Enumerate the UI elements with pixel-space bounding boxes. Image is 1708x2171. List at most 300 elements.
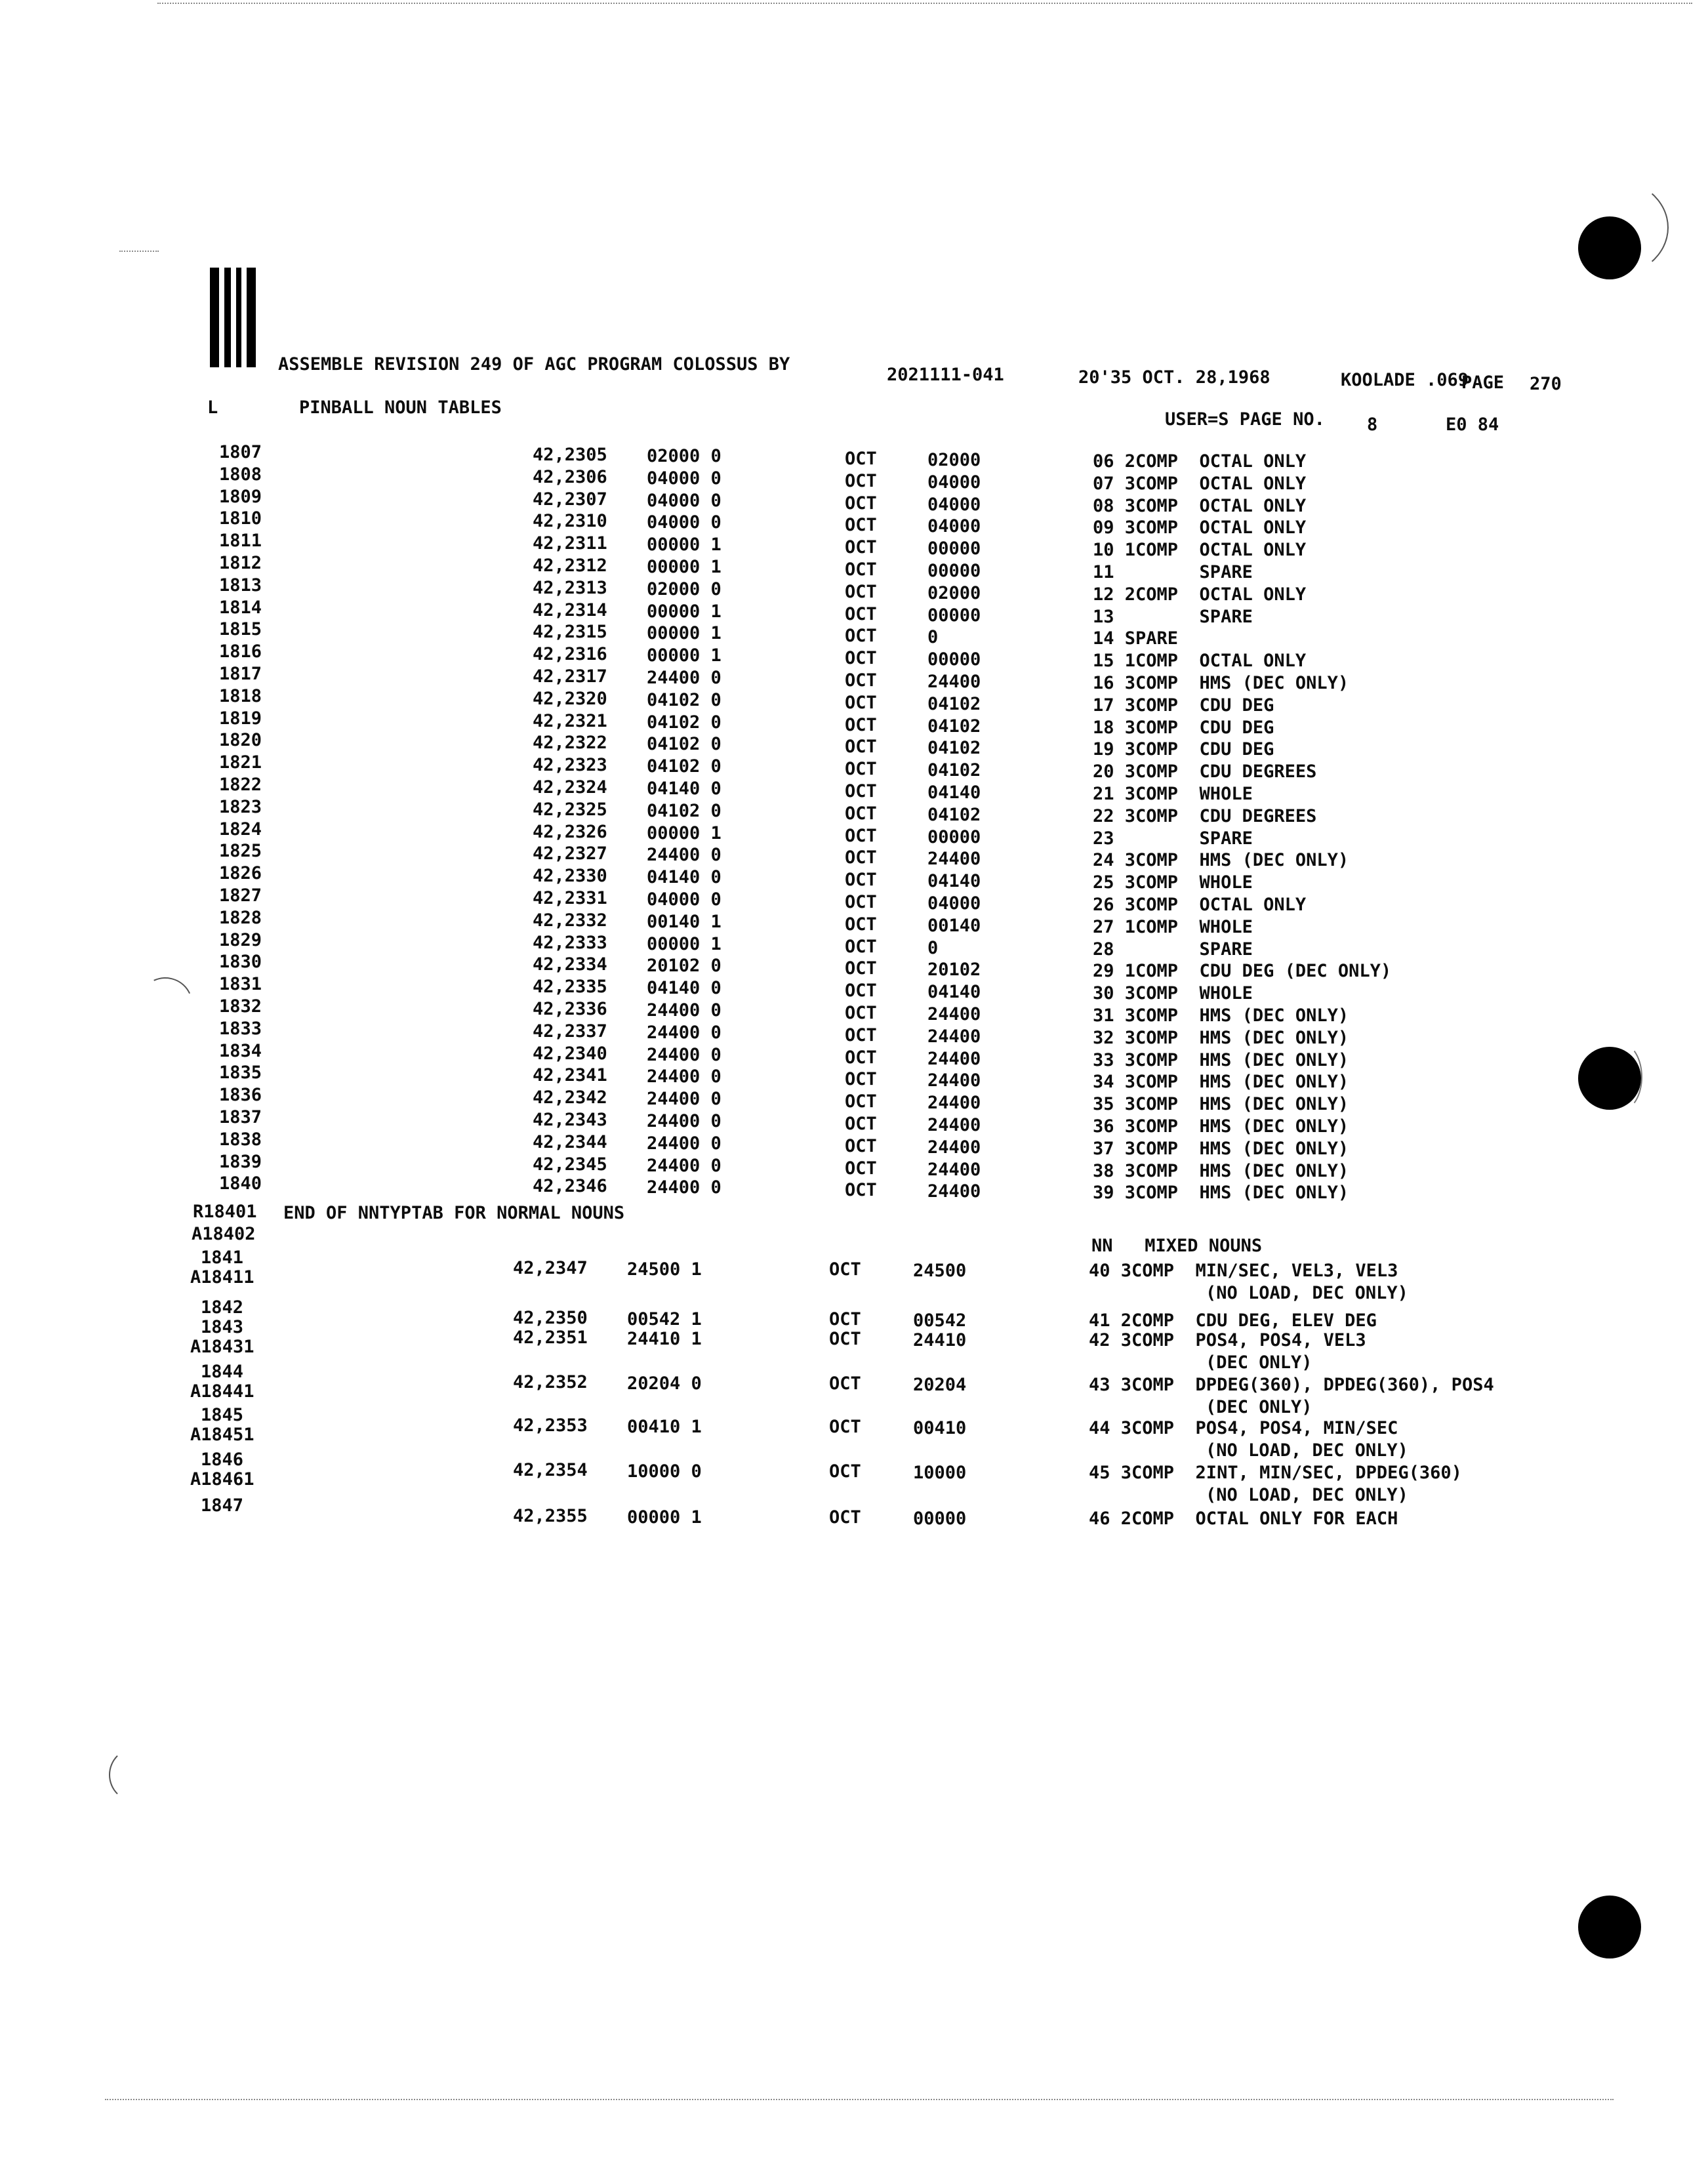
octal-word: 00000 1 xyxy=(647,623,722,644)
octal-word: 04102 0 xyxy=(647,712,722,733)
octal-value: 04000 xyxy=(927,893,981,914)
noun-comment: 22 3COMP CDU DEGREES xyxy=(1093,805,1317,826)
assemble-title: ASSEMBLE REVISION 249 OF AGC PROGRAM COLOSSUS BY xyxy=(278,354,790,375)
octal-value: 00000 xyxy=(927,538,981,559)
octal-word: 00000 1 xyxy=(647,557,722,577)
address: 42,2343 xyxy=(533,1110,607,1130)
address: 42,2351 xyxy=(513,1328,588,1348)
address: 42,2314 xyxy=(533,599,607,620)
binder-hole-bottom xyxy=(1578,1896,1641,1958)
line-number: 1837 xyxy=(219,1107,262,1127)
line-number: 1835 xyxy=(219,1063,262,1084)
opcode: OCT xyxy=(845,449,877,469)
octal-word: 24400 0 xyxy=(647,1155,722,1176)
opcode: OCT xyxy=(845,1091,877,1112)
opcode: OCT xyxy=(845,648,877,669)
octal-value: 02000 xyxy=(927,582,981,603)
line-number: 1822 xyxy=(219,775,262,795)
line-number: 1829 xyxy=(219,929,262,950)
octal-word: 04102 0 xyxy=(647,734,722,755)
octal-word: 00140 1 xyxy=(647,911,722,932)
octal-word: 24400 0 xyxy=(647,668,722,688)
noun-comment: 14 SPARE xyxy=(1093,628,1179,649)
address: 42,2313 xyxy=(533,577,607,598)
octal-value: 00140 xyxy=(927,915,981,936)
noun-comment: 40 3COMP MIN/SEC, VEL3, VEL3 xyxy=(1089,1261,1398,1281)
noun-comment: 24 3COMP HMS (DEC ONLY) xyxy=(1093,850,1349,871)
octal-word: 24410 1 xyxy=(627,1329,702,1349)
line-number: 1838 xyxy=(219,1129,262,1150)
address: 42,2322 xyxy=(533,733,607,754)
address: 42,2353 xyxy=(513,1415,588,1436)
address: 42,2350 xyxy=(513,1308,588,1328)
sub-line-number: A18411 xyxy=(190,1267,254,1288)
mixed-row xyxy=(0,1248,1708,1303)
line-number: 1844 xyxy=(201,1362,244,1382)
registration-bars xyxy=(210,268,257,367)
address: 42,2335 xyxy=(533,977,607,998)
octal-value: 24500 xyxy=(913,1261,967,1281)
bottom-edge-dots xyxy=(105,2099,1614,2100)
address: 42,2344 xyxy=(533,1131,607,1152)
opcode: OCT xyxy=(845,847,877,868)
octal-value: 10000 xyxy=(913,1463,967,1483)
octal-word: 20204 0 xyxy=(627,1373,702,1394)
table-row xyxy=(0,929,1708,960)
octal-word: 00542 1 xyxy=(627,1309,702,1329)
line-number: 1834 xyxy=(219,1040,262,1061)
line-number: 1807 xyxy=(219,442,262,462)
octal-word: 00000 1 xyxy=(647,535,722,556)
octal-value: 0 xyxy=(927,627,939,648)
address: 42,2324 xyxy=(533,777,607,798)
job-number: 2021111-041 xyxy=(887,365,1004,385)
noun-comment: 29 1COMP CDU DEG (DEC ONLY) xyxy=(1093,961,1392,982)
noun-comment: 08 3COMP OCTAL ONLY xyxy=(1093,495,1307,516)
octal-word: 04102 0 xyxy=(647,800,722,821)
octal-value: 04000 xyxy=(927,516,981,537)
octal-word: 04000 0 xyxy=(647,490,722,511)
koolade-version: KOOLADE .069 xyxy=(1341,370,1469,390)
address: 42,2316 xyxy=(533,644,607,665)
table-row xyxy=(0,575,1708,605)
address: 42,2310 xyxy=(533,511,607,532)
address: 42,2305 xyxy=(533,445,607,465)
table-row xyxy=(0,730,1708,760)
users-page-number: 8 xyxy=(1367,415,1378,435)
noun-comment: 39 3COMP HMS (DEC ONLY) xyxy=(1093,1183,1349,1204)
table-row xyxy=(0,1085,1708,1115)
opcode: OCT xyxy=(845,737,877,758)
address: 42,2341 xyxy=(533,1065,607,1086)
noun-comment-continued: (NO LOAD, DEC ONLY) xyxy=(1206,1283,1408,1303)
octal-value: 24400 xyxy=(927,1093,981,1114)
table-row xyxy=(0,863,1708,893)
line-number: 1836 xyxy=(219,1085,262,1106)
table-row xyxy=(0,486,1708,516)
line-number: 1846 xyxy=(201,1450,244,1470)
opcode: OCT xyxy=(845,1158,877,1179)
octal-value: 04102 xyxy=(927,738,981,759)
octal-value: 04102 xyxy=(927,693,981,714)
table-row xyxy=(0,907,1708,937)
octal-value: 24400 xyxy=(927,1048,981,1069)
opcode: OCT xyxy=(845,670,877,691)
address: 42,2330 xyxy=(533,866,607,887)
section-title: PINBALL NOUN TABLES xyxy=(299,397,502,418)
octal-word: 04102 0 xyxy=(647,689,722,710)
octal-value: 24400 xyxy=(927,1159,981,1180)
punch-arc-left-lower xyxy=(109,1747,164,1802)
opcode: OCT xyxy=(845,537,877,558)
end-line-text: END OF NNTYPTAB FOR NORMAL NOUNS xyxy=(283,1203,625,1223)
address: 42,2306 xyxy=(533,466,607,487)
octal-value: 02000 xyxy=(927,450,981,470)
noun-comment: 45 3COMP 2INT, MIN/SEC, DPDEG(360) xyxy=(1089,1463,1462,1483)
line-number: 1823 xyxy=(219,796,262,817)
octal-value: 0 xyxy=(927,937,939,958)
noun-comment: 23 SPARE xyxy=(1093,828,1253,849)
octal-word: 00000 1 xyxy=(647,933,722,954)
octal-word: 00000 1 xyxy=(647,601,722,622)
octal-value: 04000 xyxy=(927,494,981,515)
mixed-row xyxy=(0,1450,1708,1505)
octal-word: 04000 0 xyxy=(647,512,722,533)
noun-comment: 44 3COMP POS4, POS4, MIN/SEC xyxy=(1089,1418,1398,1438)
line-number: 1826 xyxy=(219,863,262,884)
address: 42,2347 xyxy=(513,1258,588,1278)
line-number: 1833 xyxy=(219,1018,262,1039)
opcode: OCT xyxy=(845,870,877,891)
noun-comment: 36 3COMP HMS (DEC ONLY) xyxy=(1093,1116,1349,1137)
address: 42,2312 xyxy=(533,556,607,576)
end-line-number: R18401 xyxy=(193,1202,257,1222)
octal-word: 24400 0 xyxy=(647,1066,722,1087)
octal-value: 00000 xyxy=(927,649,981,670)
octal-value: 24400 xyxy=(927,1181,981,1202)
table-row xyxy=(0,464,1708,494)
noun-comment: 16 3COMP HMS (DEC ONLY) xyxy=(1093,673,1349,693)
address: 42,2336 xyxy=(533,999,607,1019)
table-row xyxy=(0,752,1708,782)
octal-word: 02000 0 xyxy=(647,578,722,599)
noun-comment: 21 3COMP WHOLE xyxy=(1093,784,1253,804)
opcode: OCT xyxy=(845,714,877,735)
address: 42,2321 xyxy=(533,710,607,731)
octal-word: 24400 0 xyxy=(647,1133,722,1154)
address: 42,2340 xyxy=(533,1043,607,1064)
octal-word: 00000 1 xyxy=(627,1507,702,1528)
punch-arc-top xyxy=(1548,177,1669,278)
noun-comment: 35 3COMP HMS (DEC ONLY) xyxy=(1093,1094,1349,1115)
noun-comment: 46 2COMP OCTAL ONLY FOR EACH xyxy=(1089,1509,1398,1529)
opcode: OCT xyxy=(829,1461,861,1482)
line-number: 1813 xyxy=(219,575,262,596)
table-row xyxy=(0,974,1708,1004)
noun-comment-continued: (NO LOAD, DEC ONLY) xyxy=(1206,1485,1408,1505)
table-row xyxy=(0,1018,1708,1048)
opcode: OCT xyxy=(829,1329,861,1349)
opcode: OCT xyxy=(845,1114,877,1134)
address: 42,2334 xyxy=(533,954,607,975)
octal-value: 24400 xyxy=(927,849,981,870)
octal-word: 04000 0 xyxy=(647,889,722,910)
opcode: OCT xyxy=(845,493,877,514)
opcode: OCT xyxy=(845,825,877,846)
a-line-number: A18402 xyxy=(192,1224,256,1244)
octal-word: 00000 1 xyxy=(647,645,722,666)
octal-word: 24400 0 xyxy=(647,1089,722,1110)
noun-comment: 37 3COMP HMS (DEC ONLY) xyxy=(1093,1138,1349,1159)
sub-line-number: A18441 xyxy=(190,1381,254,1402)
address: 42,2307 xyxy=(533,489,607,510)
noun-comment: 20 3COMP CDU DEGREES xyxy=(1093,761,1317,782)
noun-comment: 38 3COMP HMS (DEC ONLY) xyxy=(1093,1160,1349,1181)
address: 42,2345 xyxy=(533,1154,607,1175)
opcode: OCT xyxy=(845,781,877,801)
line-number: 1820 xyxy=(219,730,262,751)
address: 42,2332 xyxy=(533,910,607,931)
line-number: 1830 xyxy=(219,952,262,973)
sub-line-number: A18461 xyxy=(190,1469,254,1490)
noun-comment: 33 3COMP HMS (DEC ONLY) xyxy=(1093,1049,1349,1070)
noun-comment: 28 SPARE xyxy=(1093,939,1253,960)
users-page-label: USER=S PAGE NO. xyxy=(1165,409,1325,430)
octal-value: 04000 xyxy=(927,472,981,493)
table-row xyxy=(0,819,1708,849)
table-row xyxy=(0,796,1708,826)
octal-word: 00410 1 xyxy=(627,1417,702,1437)
opcode: OCT xyxy=(845,803,877,824)
noun-comment: 43 3COMP DPDEG(360), DPDEG(360), POS4 xyxy=(1089,1375,1494,1395)
opcode: OCT xyxy=(845,958,877,979)
left-margin-dashes xyxy=(119,251,159,252)
line-number: 1816 xyxy=(219,641,262,662)
octal-word: 02000 0 xyxy=(647,446,722,466)
noun-comment: 30 3COMP WHOLE xyxy=(1093,983,1253,1004)
opcode: OCT xyxy=(845,1135,877,1156)
line-number: 1841 xyxy=(201,1248,244,1268)
address: 42,2352 xyxy=(513,1372,588,1392)
table-row xyxy=(0,664,1708,693)
line-number: 1831 xyxy=(219,974,262,995)
octal-word: 04140 0 xyxy=(647,867,722,888)
top-edge-dots xyxy=(157,3,1692,4)
line-number: 1814 xyxy=(219,597,262,618)
line-number: 1828 xyxy=(219,907,262,928)
table-row xyxy=(0,775,1708,804)
address: 42,2337 xyxy=(533,1021,607,1042)
table-row xyxy=(0,685,1708,716)
table-row xyxy=(0,952,1708,982)
octal-value: 00000 xyxy=(927,826,981,847)
address: 42,2325 xyxy=(533,799,607,820)
octal-value: 20102 xyxy=(927,960,981,981)
opcode: OCT xyxy=(845,626,877,647)
octal-value: 04102 xyxy=(927,804,981,825)
noun-comment: 13 SPARE xyxy=(1093,606,1253,627)
octal-value: 04102 xyxy=(927,760,981,781)
noun-comment: 07 3COMP OCTAL ONLY xyxy=(1093,473,1307,494)
opcode: OCT xyxy=(845,892,877,912)
octal-value: 24400 xyxy=(927,1070,981,1091)
table-row xyxy=(0,708,1708,738)
line-number: 1817 xyxy=(219,664,262,684)
octal-word: 00000 1 xyxy=(647,822,722,843)
opcode: OCT xyxy=(845,581,877,602)
octal-value: 00542 xyxy=(913,1310,967,1331)
opcode: OCT xyxy=(829,1507,861,1528)
noun-comment: 34 3COMP HMS (DEC ONLY) xyxy=(1093,1072,1349,1093)
line-number: 1842 xyxy=(201,1297,244,1318)
address: 42,2323 xyxy=(533,755,607,776)
noun-comment: 12 2COMP OCTAL ONLY xyxy=(1093,584,1307,605)
line-number: 1818 xyxy=(219,685,262,706)
line-number: 1809 xyxy=(219,486,262,507)
octal-value: 00000 xyxy=(927,605,981,626)
noun-comment: 09 3COMP OCTAL ONLY xyxy=(1093,517,1307,538)
table-row xyxy=(0,442,1708,472)
opcode: OCT xyxy=(845,515,877,536)
address: 42,2326 xyxy=(533,821,607,842)
noun-comment: 06 2COMP OCTAL ONLY xyxy=(1093,451,1307,472)
address: 42,2355 xyxy=(513,1506,588,1526)
opcode: OCT xyxy=(845,1180,877,1201)
line-number: 1825 xyxy=(219,841,262,862)
line-number: 1845 xyxy=(201,1405,244,1425)
line-number: 1815 xyxy=(219,619,262,640)
noun-comment-continued: (NO LOAD, DEC ONLY) xyxy=(1206,1440,1408,1461)
opcode: OCT xyxy=(845,914,877,935)
line-number: 1832 xyxy=(219,996,262,1017)
octal-value: 20204 xyxy=(913,1375,967,1395)
noun-comment: 27 1COMP WHOLE xyxy=(1093,916,1253,937)
noun-comment-continued: (DEC ONLY) xyxy=(1206,1352,1312,1373)
address: 42,2320 xyxy=(533,688,607,709)
address: 42,2311 xyxy=(533,533,607,554)
noun-comment: 31 3COMP HMS (DEC ONLY) xyxy=(1093,1005,1349,1026)
octal-word: 24500 1 xyxy=(627,1259,702,1280)
opcode: OCT xyxy=(845,470,877,491)
noun-comment-continued: (DEC ONLY) xyxy=(1206,1397,1312,1417)
address: 42,2317 xyxy=(533,666,607,687)
line-number: 1839 xyxy=(219,1151,262,1172)
opcode: OCT xyxy=(845,603,877,624)
noun-comment: 18 3COMP CDU DEG xyxy=(1093,717,1274,738)
opcode: OCT xyxy=(845,559,877,580)
octal-value: 24400 xyxy=(927,1137,981,1158)
eo-code: E0 84 xyxy=(1446,415,1499,435)
table-row xyxy=(0,1040,1708,1070)
noun-comment: 10 1COMP OCTAL ONLY xyxy=(1093,540,1307,561)
octal-word: 04140 0 xyxy=(647,978,722,999)
sub-line-number: A18451 xyxy=(190,1425,254,1445)
octal-value: 24400 xyxy=(927,1115,981,1135)
table-row xyxy=(0,619,1708,649)
table-row xyxy=(0,531,1708,561)
octal-word: 10000 0 xyxy=(627,1461,702,1482)
mixed-nouns-header: NN MIXED NOUNS xyxy=(1091,1236,1263,1256)
line-number: 1843 xyxy=(201,1317,244,1337)
opcode: OCT xyxy=(829,1259,861,1280)
opcode: OCT xyxy=(845,1003,877,1023)
table-row xyxy=(0,641,1708,672)
table-row xyxy=(0,508,1708,538)
line-number: 1819 xyxy=(219,708,262,729)
line-number: 1808 xyxy=(219,464,262,485)
noun-comment: 11 SPARE xyxy=(1093,562,1253,582)
octal-word: 24400 0 xyxy=(647,1044,722,1065)
octal-word: 04102 0 xyxy=(647,756,722,777)
noun-comment: 41 2COMP CDU DEG, ELEV DEG xyxy=(1089,1310,1377,1331)
opcode: OCT xyxy=(845,1047,877,1068)
table-row xyxy=(0,885,1708,915)
octal-value: 24410 xyxy=(913,1330,967,1350)
line-number: 1810 xyxy=(219,508,262,529)
opcode: OCT xyxy=(845,759,877,780)
line-number: 1847 xyxy=(201,1495,244,1516)
listing-letter: L xyxy=(207,397,218,418)
address: 42,2354 xyxy=(513,1460,588,1480)
line-number: 1812 xyxy=(219,553,262,573)
noun-comment: 26 3COMP OCTAL ONLY xyxy=(1093,895,1307,915)
address: 42,2331 xyxy=(533,888,607,908)
opcode: OCT xyxy=(845,981,877,1002)
octal-word: 20102 0 xyxy=(647,956,722,977)
line-number: 1811 xyxy=(219,531,262,552)
octal-value: 04140 xyxy=(927,982,981,1003)
noun-comment: 19 3COMP CDU DEG xyxy=(1093,739,1274,760)
octal-value: 04140 xyxy=(927,871,981,892)
octal-word: 24400 0 xyxy=(647,1177,722,1198)
opcode: OCT xyxy=(829,1309,861,1329)
address: 42,2315 xyxy=(533,622,607,643)
octal-word: 24400 0 xyxy=(647,1111,722,1131)
octal-value: 24400 xyxy=(927,1004,981,1025)
octal-value: 04102 xyxy=(927,716,981,737)
table-row xyxy=(0,597,1708,627)
octal-word: 24400 0 xyxy=(647,1022,722,1043)
table-row xyxy=(0,1173,1708,1204)
sub-line-number: A18431 xyxy=(190,1337,254,1357)
octal-word: 24400 0 xyxy=(647,845,722,866)
table-row xyxy=(0,996,1708,1026)
address: 42,2346 xyxy=(533,1176,607,1197)
page-number: 270 xyxy=(1530,374,1562,394)
opcode: OCT xyxy=(845,1025,877,1045)
assembly-datetime: 20'35 OCT. 28,1968 xyxy=(1078,367,1271,388)
address: 42,2342 xyxy=(533,1087,607,1108)
address: 42,2333 xyxy=(533,932,607,953)
octal-value: 04140 xyxy=(927,782,981,803)
octal-value: 24400 xyxy=(927,672,981,692)
noun-comment: 17 3COMP CDU DEG xyxy=(1093,695,1274,716)
page-label: PAGE xyxy=(1461,373,1505,393)
line-number: 1827 xyxy=(219,885,262,906)
octal-value: 00000 xyxy=(913,1509,967,1529)
line-number: 1824 xyxy=(219,819,262,840)
octal-word: 04000 0 xyxy=(647,468,722,489)
table-row xyxy=(0,1129,1708,1159)
opcode: OCT xyxy=(845,936,877,957)
octal-word: 04140 0 xyxy=(647,779,722,799)
table-row xyxy=(0,553,1708,582)
noun-comment: 32 3COMP HMS (DEC ONLY) xyxy=(1093,1027,1349,1048)
octal-word: 24400 0 xyxy=(647,1000,722,1021)
noun-comment: 25 3COMP WHOLE xyxy=(1093,872,1253,893)
opcode: OCT xyxy=(829,1417,861,1437)
table-row xyxy=(0,1107,1708,1137)
